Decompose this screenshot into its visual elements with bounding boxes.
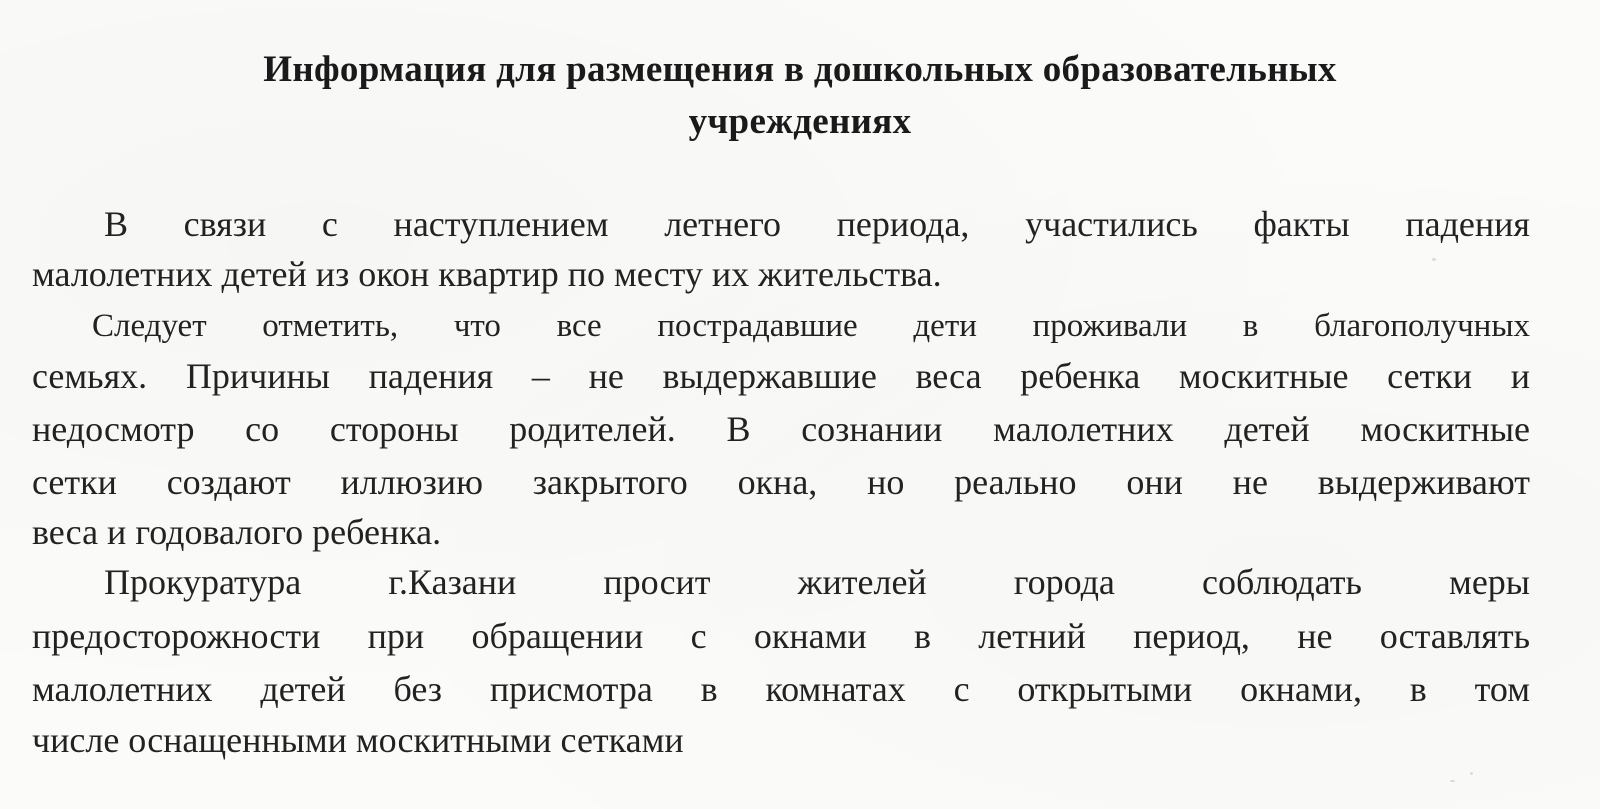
- paragraph-2-line-5: веса и годовалого ребенка.: [32, 512, 442, 552]
- document-title-line-1: Информация для размещения в дошкольных образовательных: [263, 49, 1337, 90]
- paragraph-1-line-2: малолетних детей из окон квартир по месту их жительства.: [32, 254, 942, 294]
- scan-speck: [1450, 780, 1455, 782]
- paragraph-3-line-2: предосторожности при обращении с окнами в летний период, не оставлять: [32, 616, 1530, 656]
- paragraph-2-line-1: Следует отметить, что все пострадавшие дети проживали в благополучных: [92, 308, 1530, 344]
- document-title-line-2: учреждениях: [688, 101, 912, 142]
- paragraph-3-line-3: малолетних детей без присмотра в комнатах с открытыми окнами, в том: [32, 669, 1530, 709]
- scan-speck: [1470, 772, 1473, 775]
- paragraph-2-line-4: сетки создают иллюзию закрытого окна, но реально они не выдерживают: [32, 462, 1530, 502]
- paragraph-2-line-3: недосмотр со стороны родителей. В сознании малолетних детей москитные: [32, 409, 1530, 449]
- paragraph-1-line-1: В связи с наступлением летнего периода, участились факты падения: [104, 204, 1530, 244]
- paragraph-2-line-2: семьях. Причины падения – не выдержавшие веса ребенка москитные сетки и: [32, 356, 1530, 396]
- scan-speck: [1432, 258, 1436, 261]
- paragraph-3-line-1: Прокуратура г.Казани просит жителей города соблюдать меры: [104, 562, 1530, 602]
- paragraph-3-line-4: числе оснащенными москитными сетками: [32, 720, 684, 760]
